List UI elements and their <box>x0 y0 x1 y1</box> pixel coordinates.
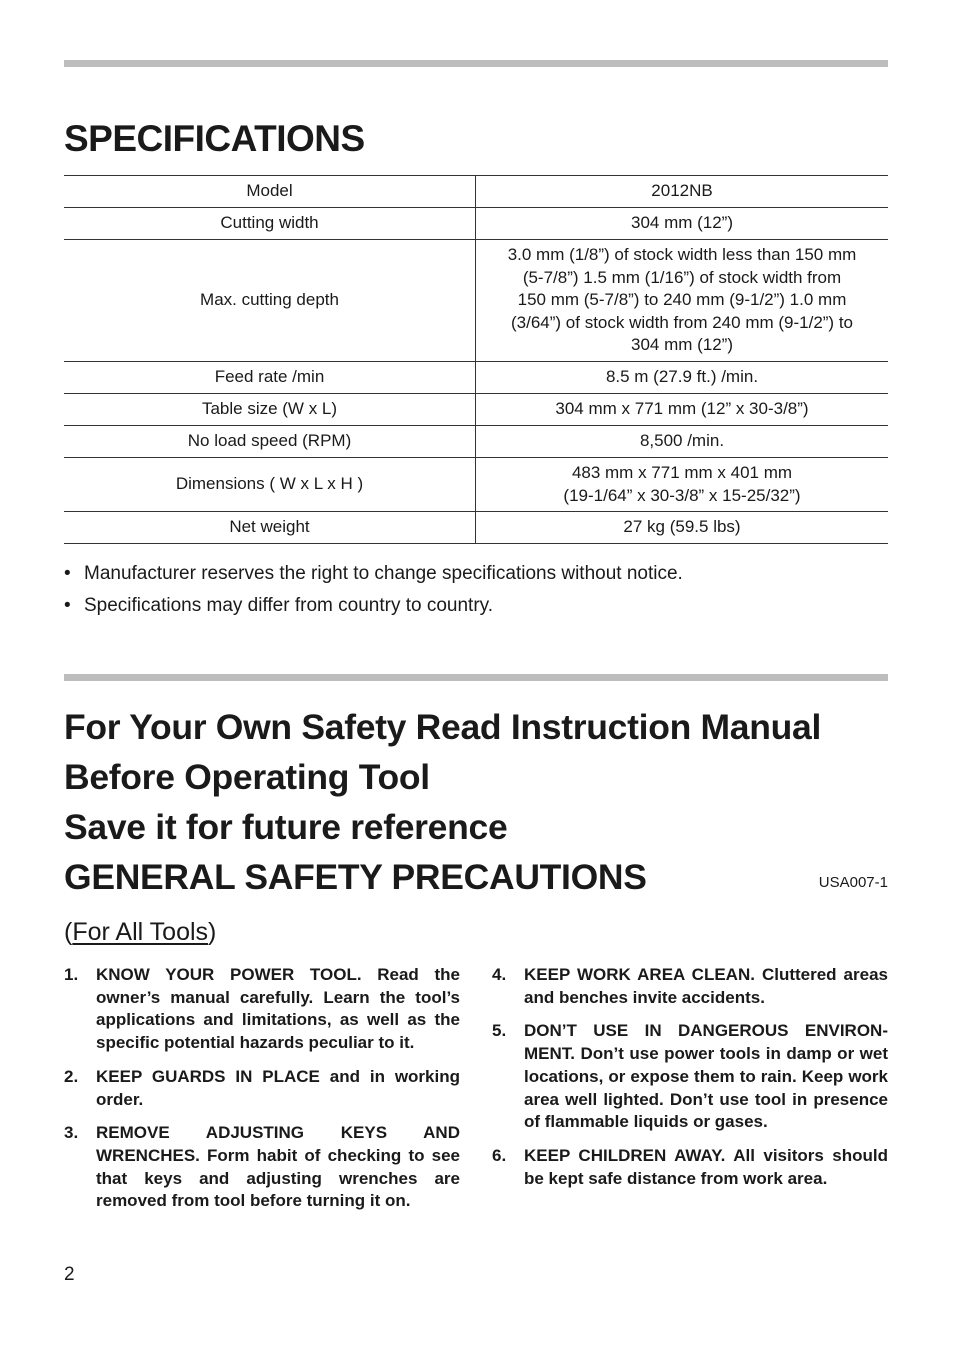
bullet-icon: • <box>64 563 71 584</box>
spec-label: Feed rate /min <box>64 362 476 394</box>
spec-value <box>476 458 889 512</box>
spec-value: 304 mm x 771 mm (12” x 30-3/8”) <box>476 394 889 426</box>
spec-value: 2012NB <box>476 176 889 208</box>
safety-heading-line: For Your Own Safety Read Instruction Manual <box>64 707 822 747</box>
document-code: USA007-1 <box>818 874 888 891</box>
spec-label: Model <box>64 176 476 208</box>
precaution-item: 4. KEEP WORK AREA CLEAN. Cluttered areas and benches invite accidents. <box>492 965 888 1007</box>
bullet-icon: • <box>64 595 71 616</box>
spec-value-line: (3/64”) of stock width from 240 mm (9-1/2”) to <box>511 312 853 332</box>
spec-note: • Manufacturer reserves the right to change specifications without notice. <box>64 563 683 584</box>
spec-label: Dimensions ( W x L x H ) <box>64 458 476 512</box>
spec-value: 8,500 /min. <box>476 426 889 458</box>
precaution-item: 5. DON’T USE IN DANGEROUS ENVIRON-MENT. Don’t use power tools in damp or wet locations, or expose them to rain. Keep work area well lighted. Don’t use tool in presence of flammable liquids or gases. <box>492 1021 888 1132</box>
spec-value <box>476 240 889 362</box>
for-all-tools-subtitle: (For All Tools) <box>64 918 217 946</box>
safety-heading-line: Before Operating Tool <box>64 757 430 797</box>
precaution-item: 2. KEEP GUARDS IN PLACE and in working order. <box>64 1066 460 1109</box>
spec-label: Table size (W x L) <box>64 394 476 426</box>
spec-value-line: 304 mm (12”) <box>630 335 734 355</box>
precaution-item: 1. KNOW YOUR POWER TOOL. Read the owner’s manual carefully. Learn the tool’s applications and limitations, as well as the specific potential hazards peculiar to it. <box>64 965 460 1053</box>
spec-value-line: (19-1/64” x 30-3/8” x 15-25/32”) <box>563 485 801 505</box>
spec-row-table-size <box>64 394 888 426</box>
top-rule <box>64 60 888 67</box>
spec-row-cutting-width <box>64 208 888 240</box>
spec-label: Max. cutting depth <box>64 240 476 362</box>
spec-notes <box>64 562 683 626</box>
specifications-table <box>64 175 888 544</box>
spec-value: 304 mm (12”) <box>476 208 889 240</box>
section-rule <box>64 674 888 681</box>
precautions-right-column <box>492 964 888 1201</box>
precautions-left-column <box>64 964 460 1224</box>
spec-row-dimensions <box>64 458 888 512</box>
spec-row-no-load-speed <box>64 426 888 458</box>
specifications-title: SPECIFICATIONS <box>64 118 365 159</box>
spec-value-line: 3.0 mm (1/8”) of stock width less than 150 mm <box>507 245 857 265</box>
safety-heading <box>64 702 821 902</box>
spec-value-line: (5-7/8”) 1.5 mm (1/16”) of stock width from <box>522 267 842 287</box>
spec-label: No load speed (RPM) <box>64 426 476 458</box>
spec-value: 27 kg (59.5 lbs) <box>476 512 889 544</box>
spec-row-net-weight <box>64 512 888 544</box>
spec-label: Net weight <box>64 512 476 544</box>
spec-note: • Specifications may differ from country to country. <box>64 595 494 616</box>
spec-row-model <box>64 176 888 208</box>
spec-row-max-cutting-depth <box>64 240 888 362</box>
spec-value-line: 150 mm (5-7/8”) to 240 mm (9-1/2”) 1.0 mm <box>517 290 847 310</box>
page-number: 2 <box>64 1264 75 1285</box>
safety-heading-line: GENERAL SAFETY PRECAUTIONS <box>64 857 647 897</box>
safety-heading-line: Save it for future reference <box>64 807 508 847</box>
precaution-item: 6. KEEP CHILDREN AWAY. All visitors should be kept safe distance from work area. <box>492 1145 888 1188</box>
spec-value-line: 483 mm x 771 mm x 401 mm <box>571 463 793 482</box>
spec-row-feed-rate <box>64 362 888 394</box>
spec-label: Cutting width <box>64 208 476 240</box>
spec-value: 8.5 m (27.9 ft.) /min. <box>476 362 889 394</box>
precaution-item: 3. REMOVE ADJUSTING KEYS AND WRENCHES. Form habit of checking to see that keys and adjusting wrenches are removed from tool before turning it on. <box>64 1123 460 1211</box>
